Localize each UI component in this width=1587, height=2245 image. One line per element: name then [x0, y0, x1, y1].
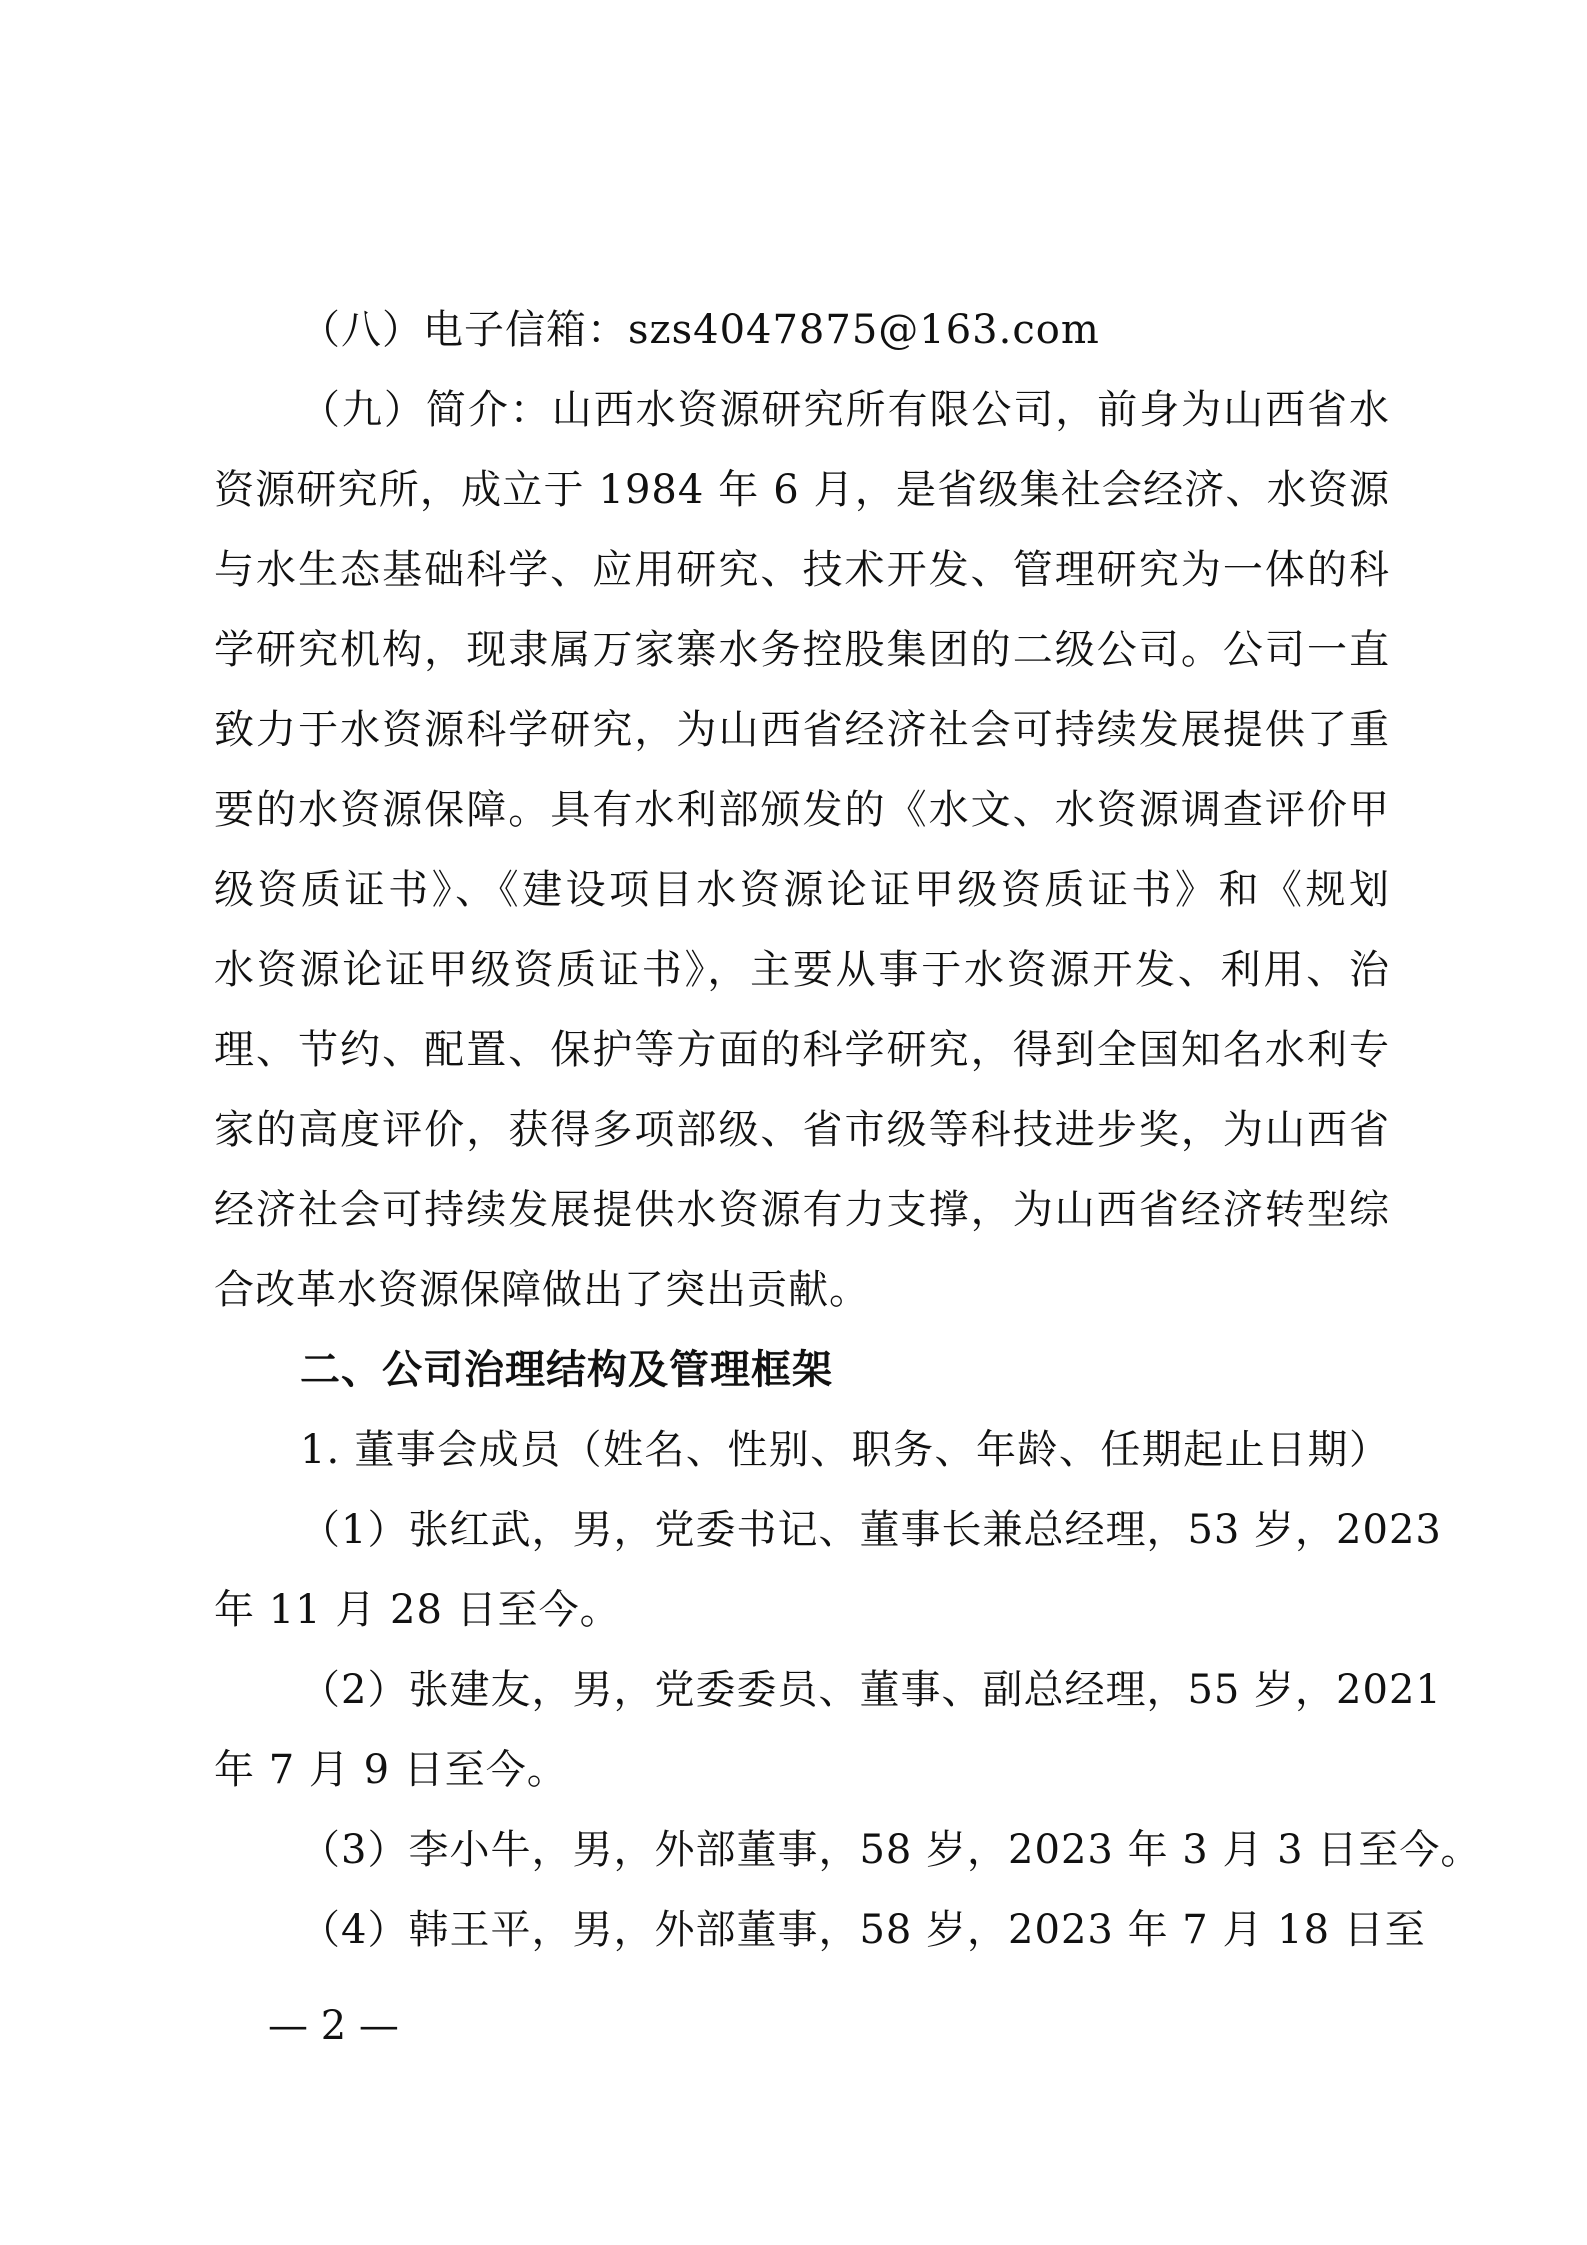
page-number: — 2 — [268, 2003, 399, 2049]
board-member-3-line: （3）李小牛，男，外部董事，58 岁，2023 年 3 月 3 日至今。 [300, 1827, 1482, 1873]
intro-line-9: 理、节约、配置、保护等方面的科学研究，得到全国知名水利专 [214, 1027, 1390, 1073]
intro-line-10: 家的高度评价，获得多项部级、省市级等科技进步奖，为山西省 [214, 1107, 1390, 1153]
intro-line-3: 与水生态基础科学、应用研究、技术开发、管理研究为一体的科 [214, 547, 1390, 593]
intro-line-1: （九）简介：山西水资源研究所有限公司，前身为山西省水 [300, 387, 1390, 433]
board-member-4-line-1: （4）韩王平，男，外部董事，58 岁，2023 年 7 月 18 日至 [300, 1907, 1426, 1953]
board-member-1-line-2: 年 11 月 28 日至今。 [214, 1587, 621, 1633]
section-heading: 二、公司治理结构及管理框架 [300, 1347, 833, 1393]
email-line: （八）电子信箱：szs4047875@163.com [300, 307, 1100, 353]
intro-line-2: 资源研究所，成立于 1984 年 6 月，是省级集社会经济、水资源 [214, 467, 1390, 513]
intro-line-5: 致力于水资源科学研究，为山西省经济社会可持续发展提供了重 [214, 707, 1390, 753]
intro-line-7: 级资质证书》、《建设项目水资源论证甲级资质证书》和《规划 [214, 867, 1390, 913]
board-member-2-line-1: （2）张建友，男，党委委员、董事、副总经理，55 岁，2021 [300, 1667, 1442, 1713]
intro-line-12: 合改革水资源保障做出了突出贡献。 [214, 1267, 870, 1313]
board-members-title: 1. 董事会成员（姓名、性别、职务、年龄、任期起止日期） [300, 1427, 1390, 1473]
intro-line-8: 水资源论证甲级资质证书》，主要从事于水资源开发、利用、治 [214, 947, 1390, 993]
board-member-2-line-2: 年 7 月 9 日至今。 [214, 1747, 568, 1793]
board-member-1-line-1: （1）张红武，男，党委书记、董事长兼总经理，53 岁，2023 [300, 1507, 1442, 1553]
intro-line-6: 要的水资源保障。具有水利部颁发的《水文、水资源调查评价甲 [214, 787, 1390, 833]
document-body [214, 290, 1482, 1970]
intro-line-4: 学研究机构，现隶属万家寨水务控股集团的二级公司。公司一直 [214, 627, 1390, 673]
intro-line-11: 经济社会可持续发展提供水资源有力支撑，为山西省经济转型综 [214, 1187, 1390, 1233]
